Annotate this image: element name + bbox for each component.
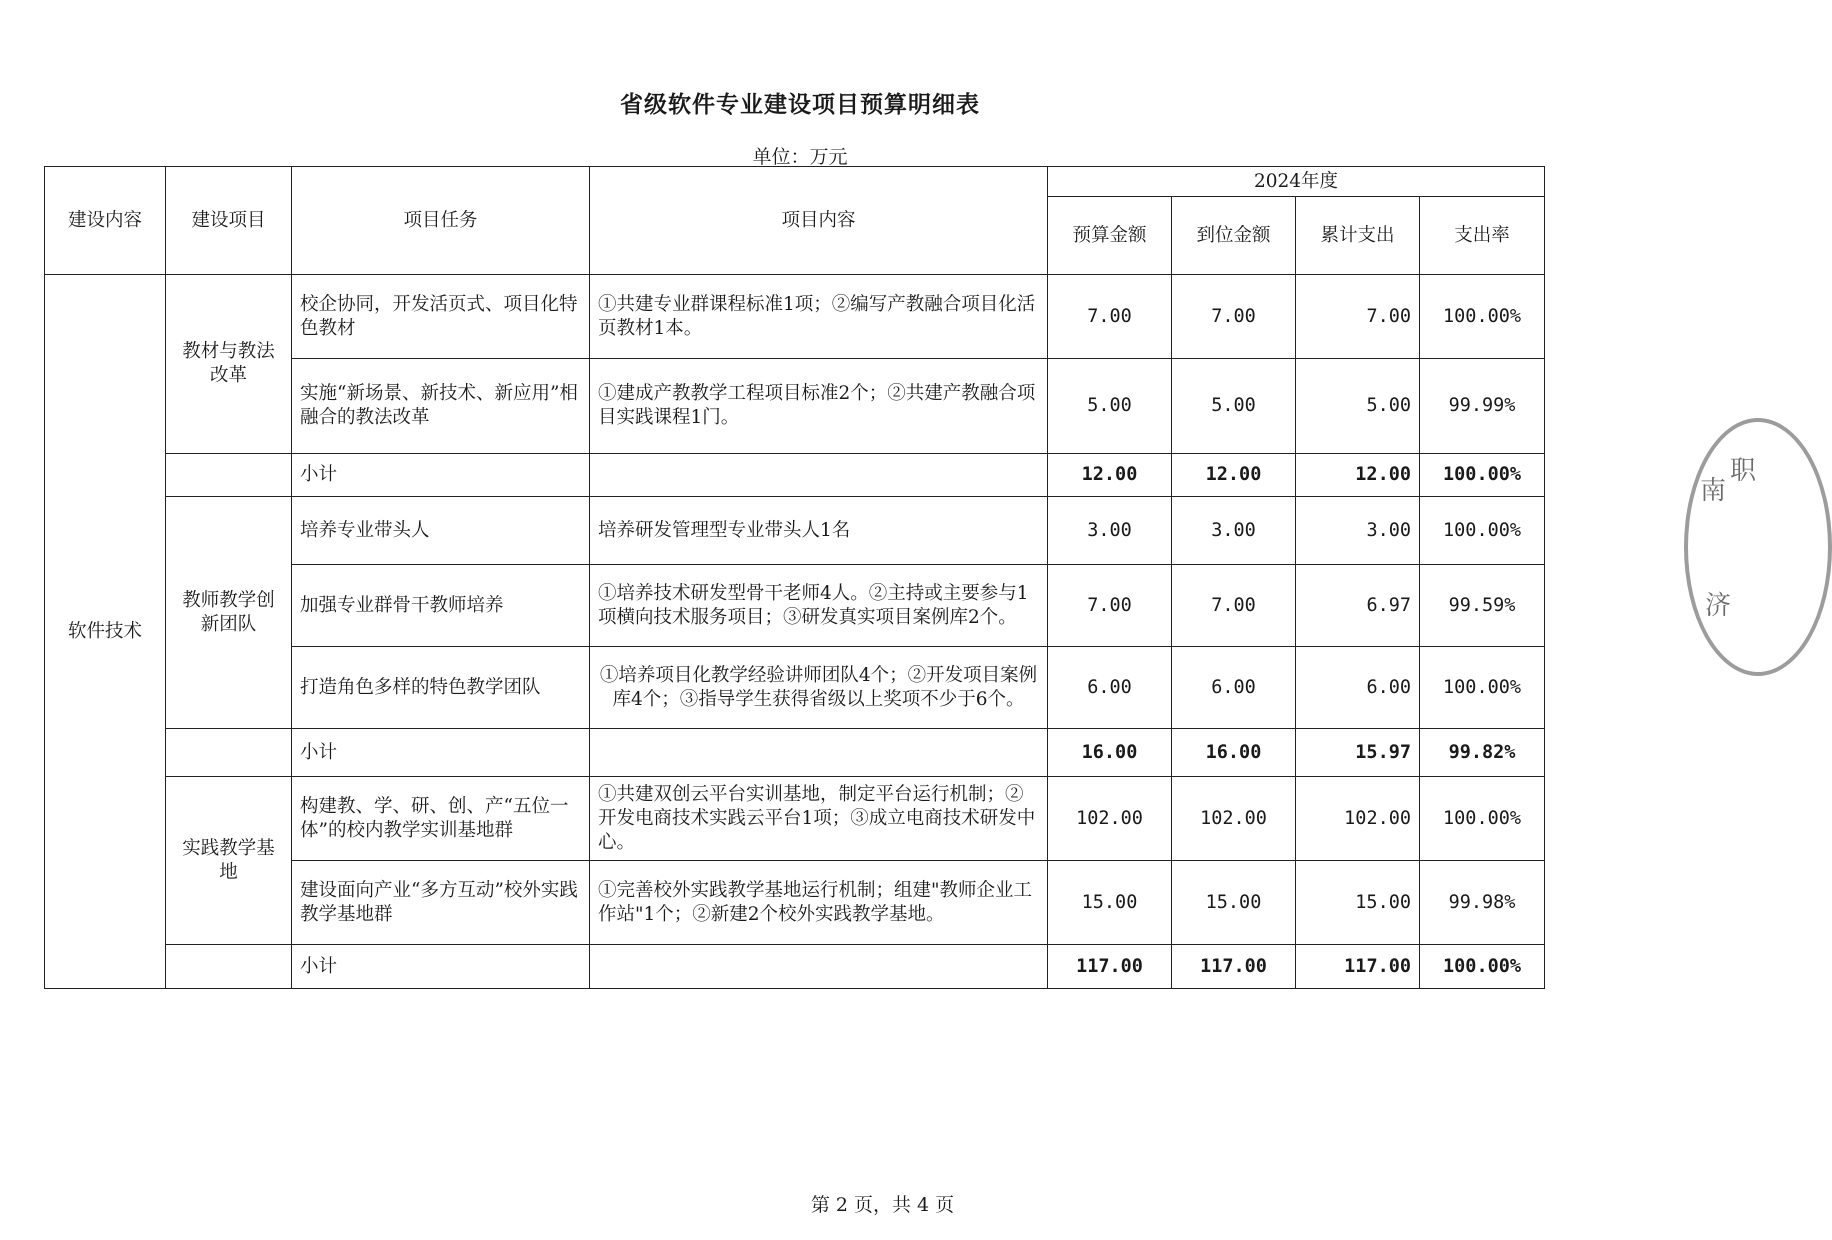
task-cell: 构建教、学、研、创、产“五位一体”的校内教学实训基地群 bbox=[292, 777, 590, 861]
task-cell: 加强专业群骨干教师培养 bbox=[292, 565, 590, 647]
subtotal-arrived: 12.00 bbox=[1172, 454, 1296, 497]
seal-stamp bbox=[1684, 418, 1832, 676]
group-name: 教师教学创新团队 bbox=[166, 497, 292, 729]
rate-cell: 100.00% bbox=[1420, 647, 1545, 729]
category-cell: 软件技术 bbox=[45, 275, 166, 989]
spent-cell: 7.00 bbox=[1296, 275, 1420, 359]
header-budget: 预算金额 bbox=[1048, 197, 1172, 275]
stamp-char: 职 bbox=[1730, 456, 1757, 486]
rate-cell: 99.59% bbox=[1420, 565, 1545, 647]
subtotal-row bbox=[45, 454, 1545, 497]
task-cell: 实施“新场景、新技术、新应用”相融合的教法改革 bbox=[292, 359, 590, 454]
empty-cell bbox=[590, 729, 1048, 777]
empty-cell bbox=[166, 945, 292, 989]
task-cell: 打造角色多样的特色教学团队 bbox=[292, 647, 590, 729]
unit-label: 单位：万元 bbox=[752, 146, 848, 168]
subtotal-rate: 100.00% bbox=[1420, 454, 1545, 497]
subtotal-row bbox=[45, 945, 1545, 989]
arrived-cell: 102.00 bbox=[1172, 777, 1296, 861]
header-detail: 项目内容 bbox=[590, 167, 1048, 275]
header-spent: 累计支出 bbox=[1296, 197, 1420, 275]
subtotal-budget: 16.00 bbox=[1048, 729, 1172, 777]
budget-cell: 7.00 bbox=[1048, 565, 1172, 647]
detail-cell: ①共建专业群课程标准1项；②编写产教融合项目化活页教材1本。 bbox=[590, 275, 1048, 359]
page-footer: 第 2 页，共 4 页 bbox=[810, 1194, 955, 1216]
stamp-char: 南 bbox=[1700, 476, 1727, 506]
empty-cell bbox=[590, 945, 1048, 989]
header-content: 建设内容 bbox=[45, 167, 166, 275]
budget-cell: 6.00 bbox=[1048, 647, 1172, 729]
rate-cell: 99.99% bbox=[1420, 359, 1545, 454]
spent-cell: 6.97 bbox=[1296, 565, 1420, 647]
subtotal-arrived: 117.00 bbox=[1172, 945, 1296, 989]
detail-cell: ①建成产教教学工程项目标准2个；②共建产教融合项目实践课程1门。 bbox=[590, 359, 1048, 454]
rate-cell: 100.00% bbox=[1420, 275, 1545, 359]
subtotal-spent: 117.00 bbox=[1296, 945, 1420, 989]
table-row bbox=[45, 275, 1545, 359]
subtotal-budget: 117.00 bbox=[1048, 945, 1172, 989]
header-row-1 bbox=[45, 167, 1545, 197]
subtotal-label: 小计 bbox=[292, 729, 590, 777]
detail-cell: ①培养技术研发型骨干老师4人。②主持或主要参与1项横向技术服务项目；③研发真实项目案例库2个。 bbox=[590, 565, 1048, 647]
spent-cell: 5.00 bbox=[1296, 359, 1420, 454]
arrived-cell: 7.00 bbox=[1172, 275, 1296, 359]
budget-table bbox=[44, 166, 1545, 989]
header-task: 项目任务 bbox=[292, 167, 590, 275]
page-title: 省级软件专业建设项目预算明细表 bbox=[620, 91, 980, 118]
task-cell: 校企协同，开发活页式、项目化特色教材 bbox=[292, 275, 590, 359]
task-cell: 建设面向产业“多方互动”校外实践教学基地群 bbox=[292, 861, 590, 945]
spent-cell: 3.00 bbox=[1296, 497, 1420, 565]
subtotal-spent: 12.00 bbox=[1296, 454, 1420, 497]
header-rate: 支出率 bbox=[1420, 197, 1545, 275]
arrived-cell: 15.00 bbox=[1172, 861, 1296, 945]
rate-cell: 100.00% bbox=[1420, 777, 1545, 861]
arrived-cell: 3.00 bbox=[1172, 497, 1296, 565]
detail-cell: ①培养项目化教学经验讲师团队4个；②开发项目案例库4个；③指导学生获得省级以上奖项不少于6个。 bbox=[590, 647, 1048, 729]
subtotal-budget: 12.00 bbox=[1048, 454, 1172, 497]
budget-cell: 15.00 bbox=[1048, 861, 1172, 945]
rate-cell: 100.00% bbox=[1420, 497, 1545, 565]
group-name: 实践教学基地 bbox=[166, 777, 292, 945]
empty-cell bbox=[590, 454, 1048, 497]
subtotal-label: 小计 bbox=[292, 454, 590, 497]
rate-cell: 99.98% bbox=[1420, 861, 1545, 945]
budget-cell: 102.00 bbox=[1048, 777, 1172, 861]
header-arrived: 到位金额 bbox=[1172, 197, 1296, 275]
spent-cell: 6.00 bbox=[1296, 647, 1420, 729]
stamp-char: 济 bbox=[1705, 591, 1732, 621]
header-project: 建设项目 bbox=[166, 167, 292, 275]
task-cell: 培养专业带头人 bbox=[292, 497, 590, 565]
budget-cell: 5.00 bbox=[1048, 359, 1172, 454]
arrived-cell: 7.00 bbox=[1172, 565, 1296, 647]
budget-cell: 3.00 bbox=[1048, 497, 1172, 565]
header-year: 2024年度 bbox=[1048, 167, 1545, 197]
subtotal-spent: 15.97 bbox=[1296, 729, 1420, 777]
empty-cell bbox=[166, 454, 292, 497]
detail-cell: ①共建双创云平台实训基地，制定平台运行机制；②开发电商技术实践云平台1项；③成立电商技术研发中心。 bbox=[590, 777, 1048, 861]
subtotal-rate: 99.82% bbox=[1420, 729, 1545, 777]
budget-cell: 7.00 bbox=[1048, 275, 1172, 359]
spent-cell: 102.00 bbox=[1296, 777, 1420, 861]
subtotal-arrived: 16.00 bbox=[1172, 729, 1296, 777]
table-row bbox=[45, 497, 1545, 565]
subtotal-label: 小计 bbox=[292, 945, 590, 989]
detail-cell: 培养研发管理型专业带头人1名 bbox=[590, 497, 1048, 565]
group-name: 教材与教法改革 bbox=[166, 275, 292, 454]
detail-cell: ①完善校外实践教学基地运行机制；组建"教师企业工作站"1个；②新建2个校外实践教学基地。 bbox=[590, 861, 1048, 945]
subtotal-row bbox=[45, 729, 1545, 777]
arrived-cell: 6.00 bbox=[1172, 647, 1296, 729]
subtotal-rate: 100.00% bbox=[1420, 945, 1545, 989]
table-row bbox=[45, 777, 1545, 861]
spent-cell: 15.00 bbox=[1296, 861, 1420, 945]
empty-cell bbox=[166, 729, 292, 777]
arrived-cell: 5.00 bbox=[1172, 359, 1296, 454]
